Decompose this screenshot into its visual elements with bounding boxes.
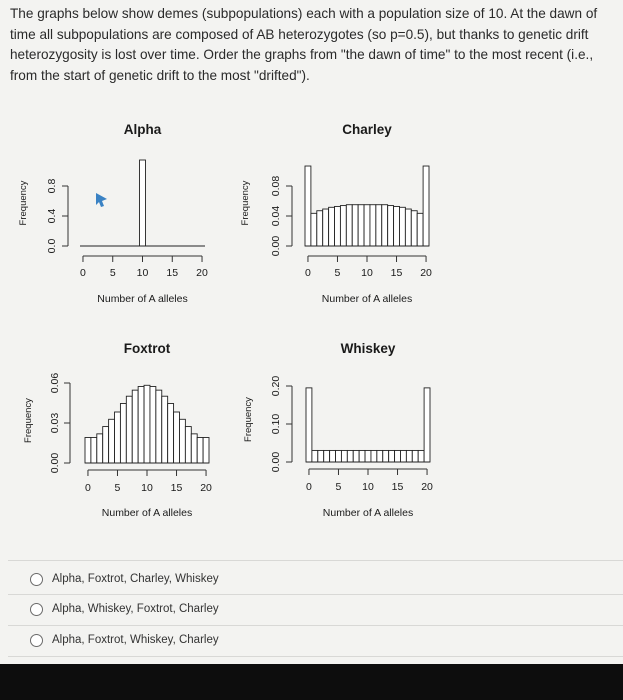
bar-1 [312,450,318,462]
option-divider [8,656,623,657]
bar-4 [109,419,115,463]
y-axis-label: Frequency [23,398,34,443]
bar-11 [371,450,377,462]
x-tick-label: 5 [114,482,121,494]
y-tick-label: 0.0 [46,238,58,254]
radio-button[interactable] [30,634,43,647]
answer-option-1[interactable] [30,567,610,591]
x-tick-label: 0 [80,267,86,279]
bar-6 [340,206,346,246]
chart-alpha [18,122,208,305]
x-tick-label: 15 [390,267,403,279]
bar-10 [144,385,150,463]
x-tick-label: 20 [200,482,212,494]
y-tick-label: 0.00 [270,235,282,257]
chart-title: Foxtrot [123,341,171,356]
bar-3 [324,450,330,462]
bar-17 [185,427,191,463]
chart-title: Alpha [123,122,162,137]
bar-2 [318,450,324,462]
x-tick-label: 15 [391,481,404,493]
bar-12 [376,205,382,246]
bar-16 [179,419,185,463]
y-axis-label: Frequency [243,397,254,442]
question-text: The graphs below show demes (subpopulations) each with a population size of 10. At the dawn of time all subpopulations are composed of AB heterozygotes (so p=0.5), but thanks to genetic drift heterozygosity is lost over time. Order the graphs from "the dawn of time" to the most recent (i.e., from the start of genetic drift to the most "drifted"). [10,6,598,83]
bar-2 [317,211,323,246]
bar-2 [97,434,103,463]
bar-10 [364,205,370,246]
bar-20 [423,166,429,246]
bar-8 [132,390,138,463]
x-tick-label: 5 [335,481,342,493]
x-tick-label: 10 [361,267,373,279]
x-axis-label: Number of A alleles [322,507,414,519]
y-tick-label: 0.08 [270,175,282,197]
bar-17 [406,450,412,462]
bar-3 [323,209,329,246]
answer-option-2[interactable] [30,597,610,621]
x-tick-label: 20 [196,267,208,279]
bar-20 [424,388,430,462]
bar-10 [140,160,146,246]
bar-4 [329,207,335,246]
bar-13 [162,396,168,463]
chart-foxtrot [23,341,212,519]
x-tick-label: 5 [334,267,341,279]
bar-14 [168,404,174,464]
bar-5 [115,412,121,463]
answer-option-label: Alpha, Whiskey, Foxtrot, Charley [52,603,219,615]
bar-17 [405,209,411,246]
bar-4 [330,450,336,462]
bar-13 [383,450,389,462]
bar-11 [150,387,156,464]
y-axis-label: Frequency [18,180,29,226]
option-divider [8,560,623,561]
bar-12 [377,450,383,462]
bar-3 [103,427,109,463]
bar-0 [305,166,311,246]
x-tick-label: 0 [306,481,312,493]
x-axis-label: Number of A alleles [321,293,413,305]
mouse-cursor-icon [96,193,107,207]
bar-14 [388,206,394,246]
bar-8 [352,205,358,246]
answer-option-3[interactable] [30,628,610,652]
bar-7 [347,450,353,462]
x-tick-label: 10 [141,482,153,494]
bar-13 [382,205,388,246]
y-tick-label: 0.03 [49,412,61,434]
radio-button[interactable] [30,603,43,616]
y-tick-label: 0.10 [270,413,282,435]
bar-0 [306,388,312,462]
bar-18 [191,434,197,463]
bar-18 [411,211,417,246]
x-tick-label: 15 [166,267,179,279]
bar-11 [370,205,376,246]
x-tick-label: 0 [305,267,311,279]
option-divider [8,625,623,626]
y-tick-label: 0.00 [270,451,282,473]
y-tick-label: 0.20 [270,375,282,397]
x-tick-label: 10 [362,481,374,493]
chart-title: Charley [342,122,392,137]
answer-option-label: Alpha, Foxtrot, Charley, Whiskey [52,573,219,585]
bar-15 [394,206,400,246]
x-tick-label: 15 [170,482,183,494]
x-tick-label: 0 [85,482,91,494]
answer-option-label: Alpha, Foxtrot, Whiskey, Charley [52,634,219,646]
chart-whiskey [243,341,433,519]
bar-10 [365,450,371,462]
bar-15 [174,412,180,463]
bar-5 [335,206,341,246]
y-tick-label: 0.00 [49,452,61,474]
bar-9 [138,387,144,464]
option-divider [8,594,623,595]
bar-1 [311,213,317,246]
bar-9 [359,450,365,462]
bar-16 [399,207,405,246]
x-tick-label: 20 [421,481,433,493]
bar-16 [400,450,406,462]
bar-19 [418,450,424,462]
y-tick-label: 0.4 [46,208,58,224]
bar-14 [389,450,395,462]
bar-19 [197,438,203,464]
radio-button[interactable] [30,573,43,586]
bar-18 [412,450,418,462]
bar-9 [358,205,364,246]
bar-19 [417,213,423,246]
x-tick-label: 10 [136,267,149,279]
bar-20 [203,438,209,464]
bar-0 [85,438,91,464]
y-tick-label: 0.04 [270,205,282,227]
x-axis-label: Number of A alleles [97,293,188,305]
bar-6 [341,450,347,462]
bar-12 [156,390,162,463]
y-tick-label: 0.06 [49,372,61,394]
y-tick-label: 0.8 [46,178,58,194]
bar-6 [120,404,126,464]
x-axis-label: Number of A alleles [101,507,193,519]
x-tick-label: 5 [109,267,116,279]
bar-15 [395,450,401,462]
bar-7 [126,396,132,463]
footer-bar [0,664,623,700]
bar-5 [336,450,342,462]
x-tick-label: 20 [420,267,432,279]
bar-7 [346,205,352,246]
y-axis-label: Frequency [240,180,251,226]
bar-8 [353,450,359,462]
bar-1 [91,438,97,464]
chart-title: Whiskey [340,341,396,356]
chart-charley [240,122,432,305]
